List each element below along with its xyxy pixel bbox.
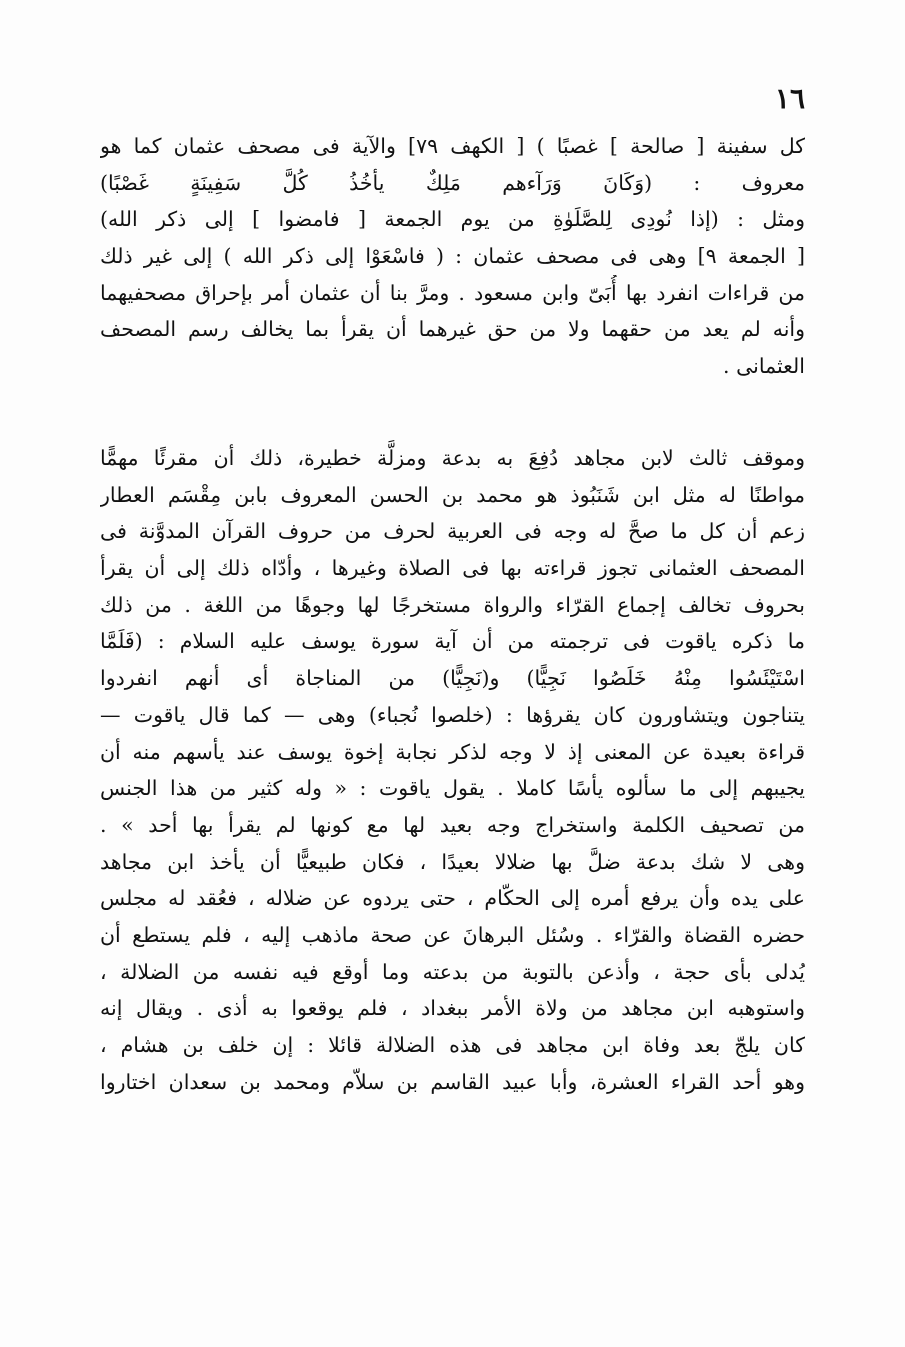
text-line: يتناجون ويتشاورون كان يقرؤها : (خلصوا نُجباء) وهى — كما قال ياقوت — xyxy=(100,702,805,727)
text-line: واستوهبه ابن مجاهد من ولاة الأمر ببغداد ، فلم يوقعوا به أذى . ويقال إنه xyxy=(100,996,805,1021)
text-line: حضره القضاة والقرّاء . وسُئل البرهانَ عن صحة ماذهب إليه ، فلم يستطع أن xyxy=(100,922,805,947)
text-line: اسْتَيْئَسُوا مِنْهُ خَلَصُوا نَجِيًّا) و(نَجِيًّا) من المناجاة أى أنهم انفردوا xyxy=(100,666,805,691)
text-line: من قراءات انفرد بها أُبَىّ وابن مسعود . ومرَّ بنا أن عثمان أمر بإحراق مصحفيهما xyxy=(100,280,805,305)
page-number: ١٦ xyxy=(774,82,805,115)
text-line: العثمانى . xyxy=(723,354,805,379)
text-line: [ الجمعة ٩] وهى فى مصحف عثمان : ( فاسْعَوْا إلى ذكر الله ) إلى غير ذلك xyxy=(100,244,805,269)
text-line: من تصحيف الكلمة واستخراج وجه بعيد لها مع كونها لم يقرأ بها أحد » . xyxy=(100,812,805,837)
text-line: كان يلجّ بعد وفاة ابن مجاهد فى هذه الضلالة قائلا : إن خلف بن هشام ، xyxy=(100,1033,805,1057)
text-line: المصحف العثمانى تجوز قراءته بها فى الصلاة وغيرها ، وأدّاه ذلك إلى أن يقرأ xyxy=(100,556,805,581)
text-line: وأنه لم يعد من حقهما ولا من حق غيرهما أن يقرأ بما يخالف رسم المصحف xyxy=(100,317,805,342)
text-line: زعم أن كل ما صحَّ له وجه فى العربية لحرف من حروف القرآن المدوَّنة فى xyxy=(100,519,805,544)
text-line: بحروف تخالف إجماع القرّاء والرواة مستخرجًا لها وجوهًا من اللغة . من ذلك xyxy=(100,592,805,617)
text-line: يجيبهم إلى ما سألوه يأسًا كاملا . يقول ياقوت : « وله كثير من هذا الجنس xyxy=(100,776,805,801)
text-line: يُدلى بأى حجة ، وأذعن بالتوبة من بدعته وما أوقع فيه نفسه من الضلالة ، xyxy=(100,959,805,984)
paragraph-2 xyxy=(100,440,805,1100)
text-line: وموقف ثالث لابن مجاهد دُفِعَ به بدعة ومزلَّة خطيرة، ذلك أن مقرئًا مهمًّا xyxy=(100,446,805,470)
text-line: ما ذكره ياقوت فى ترجمته من أن آية سورة يوسف عليه السلام : (فَلَمَّا xyxy=(100,629,805,654)
text-line: مواطنًا له مثل ابن شَنَبُوذ هو محمد بن الحسن المعروف بابن مِقْسَم العطار xyxy=(100,482,805,507)
text-line: على يده وأن يرفع أمره إلى الحكّام ، حتى يردوه عن ضلاله ، فعُقد له مجلس xyxy=(100,886,805,911)
text-line: وهو أحد القراء العشرة، وأبا عبيد القاسم بن سلاّم ومحمد بن سعدان اختاروا xyxy=(100,1069,805,1094)
text-line: معروف : (وَكَانَ وَرَآءهم مَلِكٌ يأخُذُ كُلَّ سَفِينَةٍ غَصْبًا) xyxy=(100,170,805,195)
text-line: ومثل : (إذا نُودِى لِلصَّلَوٰةِ من يوم الجمعة [ فامضوا ] إلى ذكر الله) xyxy=(100,207,805,232)
text-line: كل سفينة [ صالحة ] غصبًا ) [ الكهف ٧٩] والآية فى مصحف عثمان كما هو xyxy=(100,134,805,158)
paragraph-1 xyxy=(100,128,805,385)
text-line: قراءة بعيدة عن المعنى إذ لا وجه لذكر نجابة إخوة يوسف عند يأسهم منه أن xyxy=(100,739,805,764)
text-line: وهى لا شك بدعة ضلَّ بها ضلالا بعيدًا ، فكان طبيعيًّا أن يأخذ ابن مجاهد xyxy=(100,849,805,874)
